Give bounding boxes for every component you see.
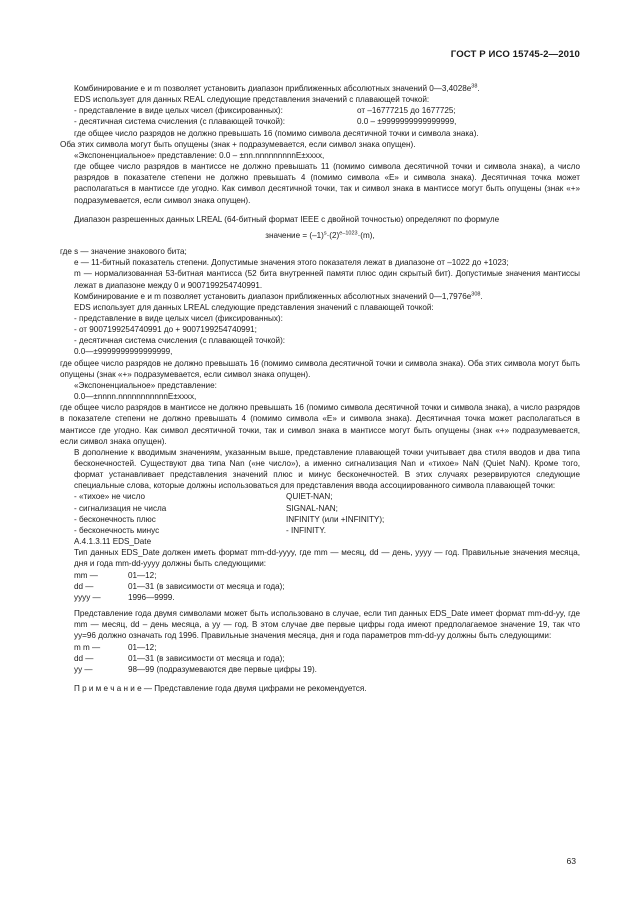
paragraph: Комбинирование e и m позволяет установить диапазон приближенных абсолютных значений $0—3,4028e^{38}$. — [74, 83, 480, 93]
paragraph: Оба этих символа могут быть опущены (знак + подразумевается, если символ знака опущен). — [60, 139, 416, 149]
list-item: 0.0—±9999999999999999, — [74, 347, 173, 357]
list-item: yyyy — 1996—9999. — [74, 592, 175, 602]
list-item: - представление в виде целых чисел (фиксированных): — [74, 313, 283, 323]
list-item: - десятичная система счисления (с плавающей точкой): — [74, 336, 286, 346]
document-body — [60, 83, 580, 694]
list-item: - бесконечность минус - INFINITY. — [74, 525, 327, 535]
list-item: dd — 01—31 (в зависимости от месяца и года); — [74, 653, 285, 663]
paragraph: EDS использует для данных LREAL следующие представления значений с плавающей точкой: — [74, 302, 434, 312]
list-item: - десятичная система счисления (с плавающей точкой): 0.0 – ±9999999999999999, — [74, 117, 457, 127]
paragraph: В дополнение к вводимым значениям, указанным выше, представление плавающей точки учитывает два стиля вводов и два типа бесконечностей. Существуют два типа Nan («не число»), а именно сигнализация Nan и «тихое» NaN (Quiet NaN). Кроме того, формат устанавливает представления значений плюс и минус бесконечностей. В этих случаях резервируются следующие специальные слова, которые должны использоваться для представления ввода ассоциированного символа плавающей точки: — [74, 447, 580, 491]
list-item: yy — 98—99 (подразумеваются две первые цифры 19). — [74, 664, 317, 674]
section-heading: А.4.1.3.11 EDS_Date — [74, 537, 152, 547]
paragraph: «Экспоненциальное» представление: 0.0 – ±nn.nnnnnnnnnE±xxxx, — [74, 150, 325, 160]
paragraph: Тип данных EDS_Date должен иметь формат mm-dd-yyyy, где mm — месяц, dd — день, yyyy — год. Правильные значения месяца, дня и года mm-dd-yyyy должны быть следующими: — [74, 548, 580, 569]
paragraph: Представление года двумя символами может быть использовано в случае, если тип данных EDS_Date имеет формат mm-dd-yy, где mm — месяц, dd – день месяца, а yy — год. В этом случае две первые цифры года имеют предполагаемое значение 19, так что yy=96 должно означать год 1996. Правильные значения месяца, дня и года параметров mm-dd-yy должны быть следующими: — [74, 609, 580, 641]
list-item: mm — 01—12; — [74, 570, 157, 580]
paragraph: Комбинирование e и m позволяет установить диапазон приближенных абсолютных значений $0—1,7976e^{308}$. — [74, 291, 483, 301]
formula: значение = $(-1)^s\cdot(2)^{e-1023}\cdot(m)$, — [265, 230, 375, 240]
paragraph: Диапазон разрешенных данных LREAL (64-битный формат IEEE с двойной точностью) определяют по формуле — [74, 214, 500, 224]
list-item: - от 9007199254740991 до + 9007199254740991; — [74, 325, 257, 335]
list-item: - «тихое» не число QUIET-NAN; — [74, 492, 333, 502]
paragraph: где общее число разрядов в мантиссе не должно превышать 16 (помимо символа десятичной точки и символа знака), а число разрядов в показателе степени не должно превышать 4 (помимо символа «E» и символа знака). Десятичная точка может располагаться в мантиссе где угодно. Как символ десятичной точки, так и символ знака в мантиссе могут быть опущены (знак «+» подразумевается, если символ знака опущен). — [60, 403, 580, 446]
list-item: - представление в виде целых чисел (фиксированных): от –16777215 до 1677725; — [74, 106, 456, 116]
page-number: 63 — [566, 856, 576, 866]
list-item: - сигнализация не числа SIGNAL-NAN; — [74, 503, 338, 513]
definition: где s — значение знакового бита; — [60, 247, 187, 257]
definition: e — 11-битный показатель степени. Допустимые значения этого показателя лежат в диапазоне от –1022 до +1023; — [74, 258, 509, 268]
paragraph: «Экспоненциальное» представление: — [74, 380, 217, 390]
paragraph: где общее число разрядов в мантиссе не должно превышать 11 (помимо символа десятичной точки и символа знака), а число разрядов в показателе степени не должно превышать 4 (помимо символа «E» и символа знака). Десятичная точка может располагаться в мантиссе где угодно. Как символ десятичной точки, так и символ знака в мантиссе могут быть опущены (знак «+» подразумевается, если символ знака опущен). — [74, 162, 580, 205]
paragraph: EDS использует для данных REAL следующие представления значений с плавающей точкой: — [74, 95, 430, 105]
list-item: - бесконечность плюс INFINITY (или +INFINITY); — [74, 514, 385, 524]
document-header: ГОСТ Р ИСО 15745-2—2010 — [450, 49, 580, 60]
note: П р и м е ч а н и е — Представление года двумя цифрами не рекомендуется. — [74, 683, 367, 693]
paragraph: где общее число разрядов не должно превышать 16 (помимо символа десятичной точки и символа знака). — [74, 128, 479, 138]
paragraph: 0.0—±nnnn.nnnnnnnnnnnE±xxxx, — [74, 392, 197, 402]
definition: m — нормализованная 53-битная мантисса (52 бита внутренней памяти плюс один скрытый бит). Допустимые значения мантиссы лежат в диапазоне между 0 и 9007199254740991. — [74, 269, 580, 290]
list-item: m m — 01—12; — [74, 642, 157, 652]
paragraph: где общее число разрядов не должно превышать 16 (помимо символа десятичной точки и символа знака). Оба этих символа могут быть опущены (знак «+» подразумевается, если символ знака опущен). — [60, 358, 580, 379]
list-item: dd — 01—31 (в зависимости от месяца и года); — [74, 581, 285, 591]
